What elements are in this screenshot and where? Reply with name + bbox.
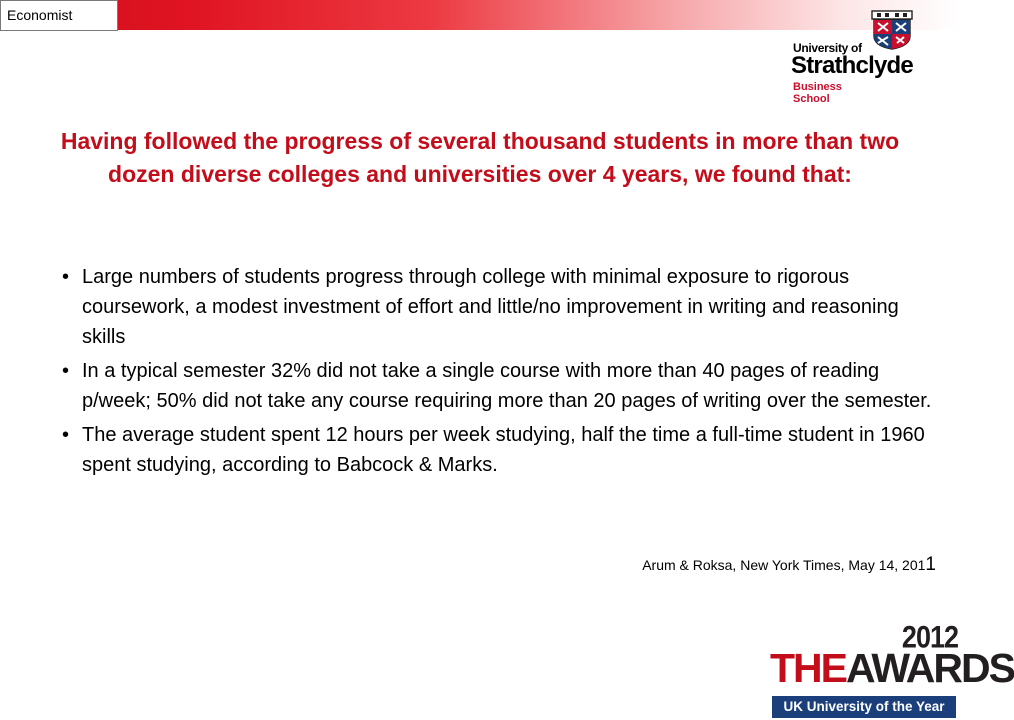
logo-business: Business — [793, 81, 842, 93]
citation — [642, 554, 936, 576]
bullet-text-3: The average student spent 12 hours per week studying, half the time a full-time student in 1960 spent studying, according to Babcock & Marks. — [82, 424, 925, 476]
bullet-dot-icon: • — [62, 360, 70, 382]
awards-year: 2012 — [901, 620, 958, 655]
bullet-text-1: Large numbers of students progress through college with minimal exposure to rigorous coursework, a modest investment of effort and little/no improvement in writing and reasoning skills — [82, 266, 899, 348]
bullet-item-3 — [60, 420, 940, 480]
university-logo — [790, 8, 930, 108]
logo-school: School — [793, 93, 830, 105]
logo-university-of: University of — [793, 41, 862, 55]
bullet-dot-icon: • — [62, 424, 70, 446]
awards-the: THE — [770, 645, 846, 691]
bullet-list — [60, 262, 940, 484]
awards-subtitle-banner: UK University of the Year — [772, 696, 956, 718]
slide-tag — [0, 0, 118, 31]
awards-logo — [770, 620, 1014, 720]
slide-heading: Having followed the progress of several thousand students in more than two dozen diverse colleges and universities over 4 years, we found that: — [60, 128, 900, 187]
citation-last-digit: 1 — [925, 554, 936, 575]
bullet-dot-icon: • — [62, 266, 70, 288]
bullet-item-1 — [60, 262, 940, 352]
slide-tag-label: Economist — [7, 7, 73, 23]
bullet-item-2 — [60, 356, 940, 416]
awards-title — [770, 645, 1014, 691]
awards-word: AWARDS — [846, 645, 1014, 691]
citation-text: Arum & Roksa, New York Times, May 14, 201 — [642, 557, 926, 573]
logo-strathclyde: Strathclyde — [791, 52, 913, 79]
crest-icon — [870, 10, 914, 50]
bullet-text-2: In a typical semester 32% did not take a single course with more than 40 pages of reading p/week; 50% did not take any course requiring more than 20 pages of writing over the semester. — [82, 360, 932, 412]
